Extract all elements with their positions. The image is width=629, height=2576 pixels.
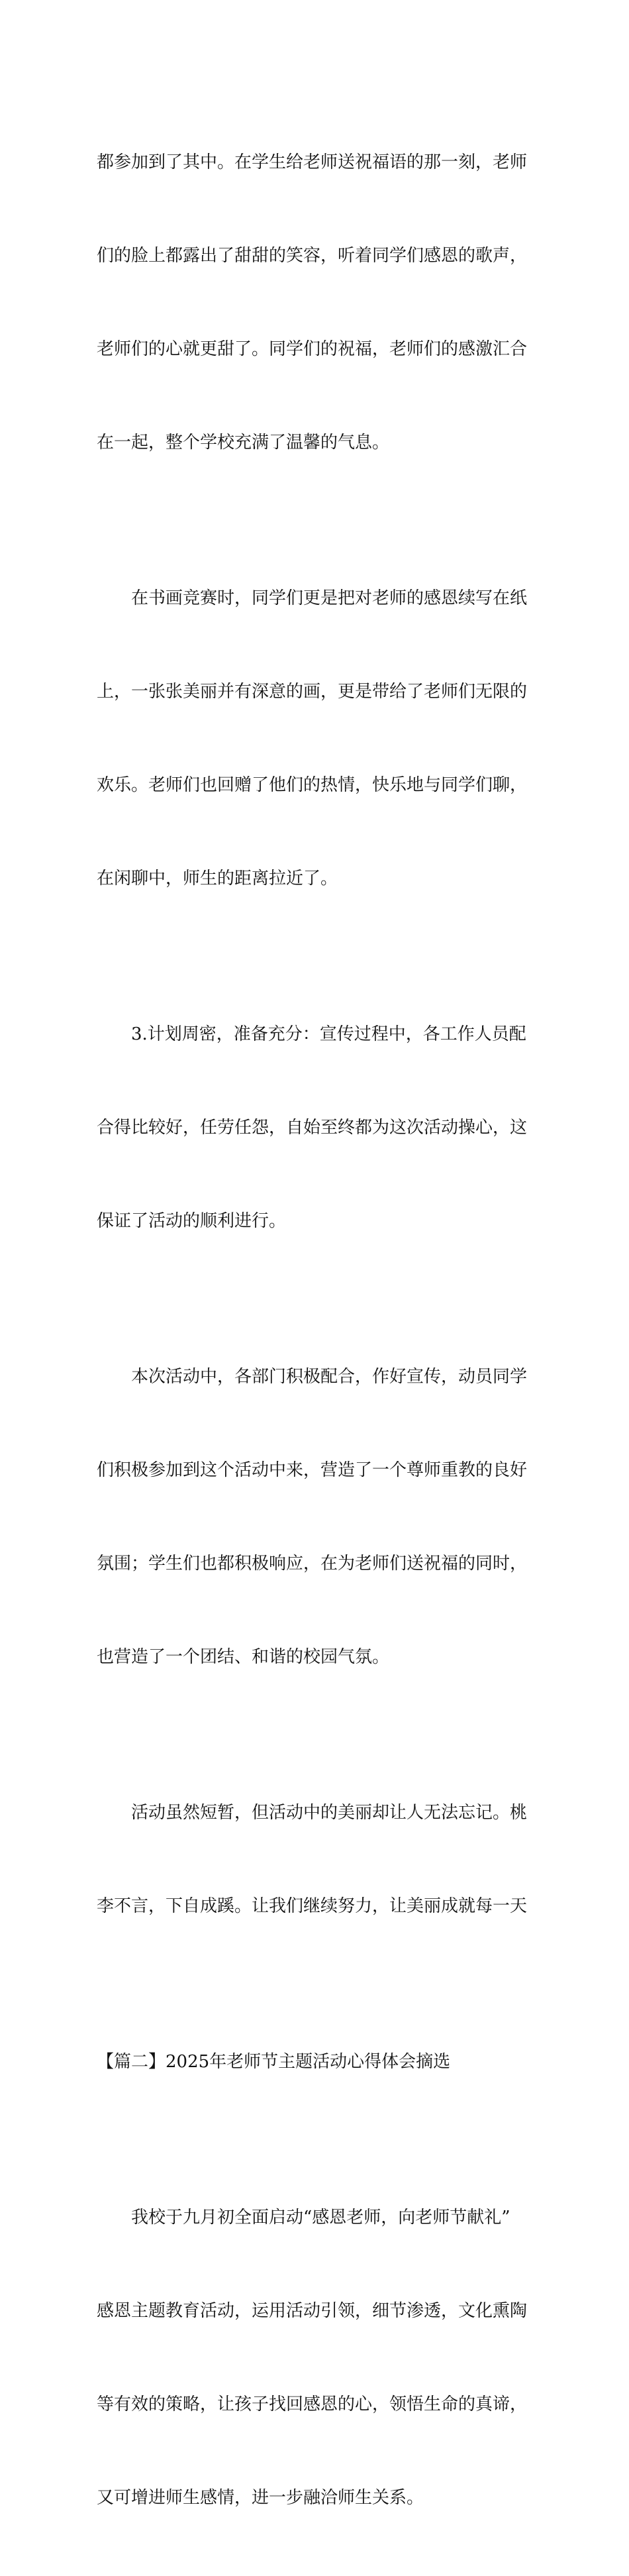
text-line: 感恩主题教育活动，运用活动引领，细节渗透，文化熏陶: [97, 2301, 528, 2321]
text-line: 都参加到了其中。在学生给老师送祝福语的那一刻，老师: [97, 152, 528, 172]
paragraph-school-activity: [97, 2140, 542, 2576]
document-body: [97, 85, 542, 2576]
text-line: 在闲聊中，师生的距离拉近了。: [97, 869, 338, 888]
text-line: 3.计划周密，准备充分：宣传过程中，各工作人员配: [97, 1024, 526, 1044]
paragraph-conclusion: [97, 1735, 542, 1984]
text-line: 李不言，下自成蹊。让我们继续努力，让美丽成就每一天: [97, 1896, 528, 1916]
paragraph-careful-planning: [97, 957, 542, 1299]
section-title: 【篇二】2025年老师节主题活动心得体会摘选: [97, 2052, 451, 2072]
text-line: 等有效的策略，让孩子找回感恩的心，领悟生命的真谛，: [97, 2394, 528, 2414]
text-line: 也营造了一个团结、和谐的校园气氛。: [97, 1647, 390, 1667]
text-line: 在书画竞赛时，同学们更是把对老师的感恩续写在纸: [97, 588, 528, 608]
paragraph-painting-contest: [97, 521, 542, 957]
text-line: 氛围；学生们也都积极响应，在为老师们送祝福的同时，: [97, 1554, 528, 1574]
section-heading: [97, 1984, 542, 2140]
text-line: 又可增进师生感情，进一步融洽师生关系。: [97, 2488, 424, 2508]
text-line: 们的脸上都露出了甜甜的笑容，听着同学们感恩的歌声，: [97, 246, 528, 266]
text-line: 在一起，整个学校充满了温馨的气息。: [97, 433, 390, 453]
paragraph-teacher-day-wishes: [97, 85, 542, 521]
text-line: 合得比较好，任劳任怨，自始至终都为这次活动操心，这: [97, 1118, 528, 1138]
text-line: 我校于九月初全面启动“感恩老师，向老师节献礼”: [97, 2208, 510, 2227]
text-line: 们积极参加到这个活动中来，营造了一个尊师重教的良好: [97, 1460, 528, 1480]
paragraph-cooperation: [97, 1299, 542, 1735]
text-line: 保证了活动的顺利进行。: [97, 1211, 287, 1231]
text-line: 活动虽然短暂，但活动中的美丽却让人无法忘记。桃: [97, 1803, 528, 1823]
text-line: 本次活动中，各部门积极配合，作好宣传，动员同学: [97, 1367, 528, 1387]
text-line: 欢乐。老师们也回赠了他们的热情，快乐地与同学们聊，: [97, 775, 528, 795]
text-line: 上，一张张美丽并有深意的画，更是带给了老师们无限的: [97, 682, 528, 702]
text-line: 老师们的心就更甜了。同学们的祝福，老师们的感激汇合: [97, 339, 528, 359]
